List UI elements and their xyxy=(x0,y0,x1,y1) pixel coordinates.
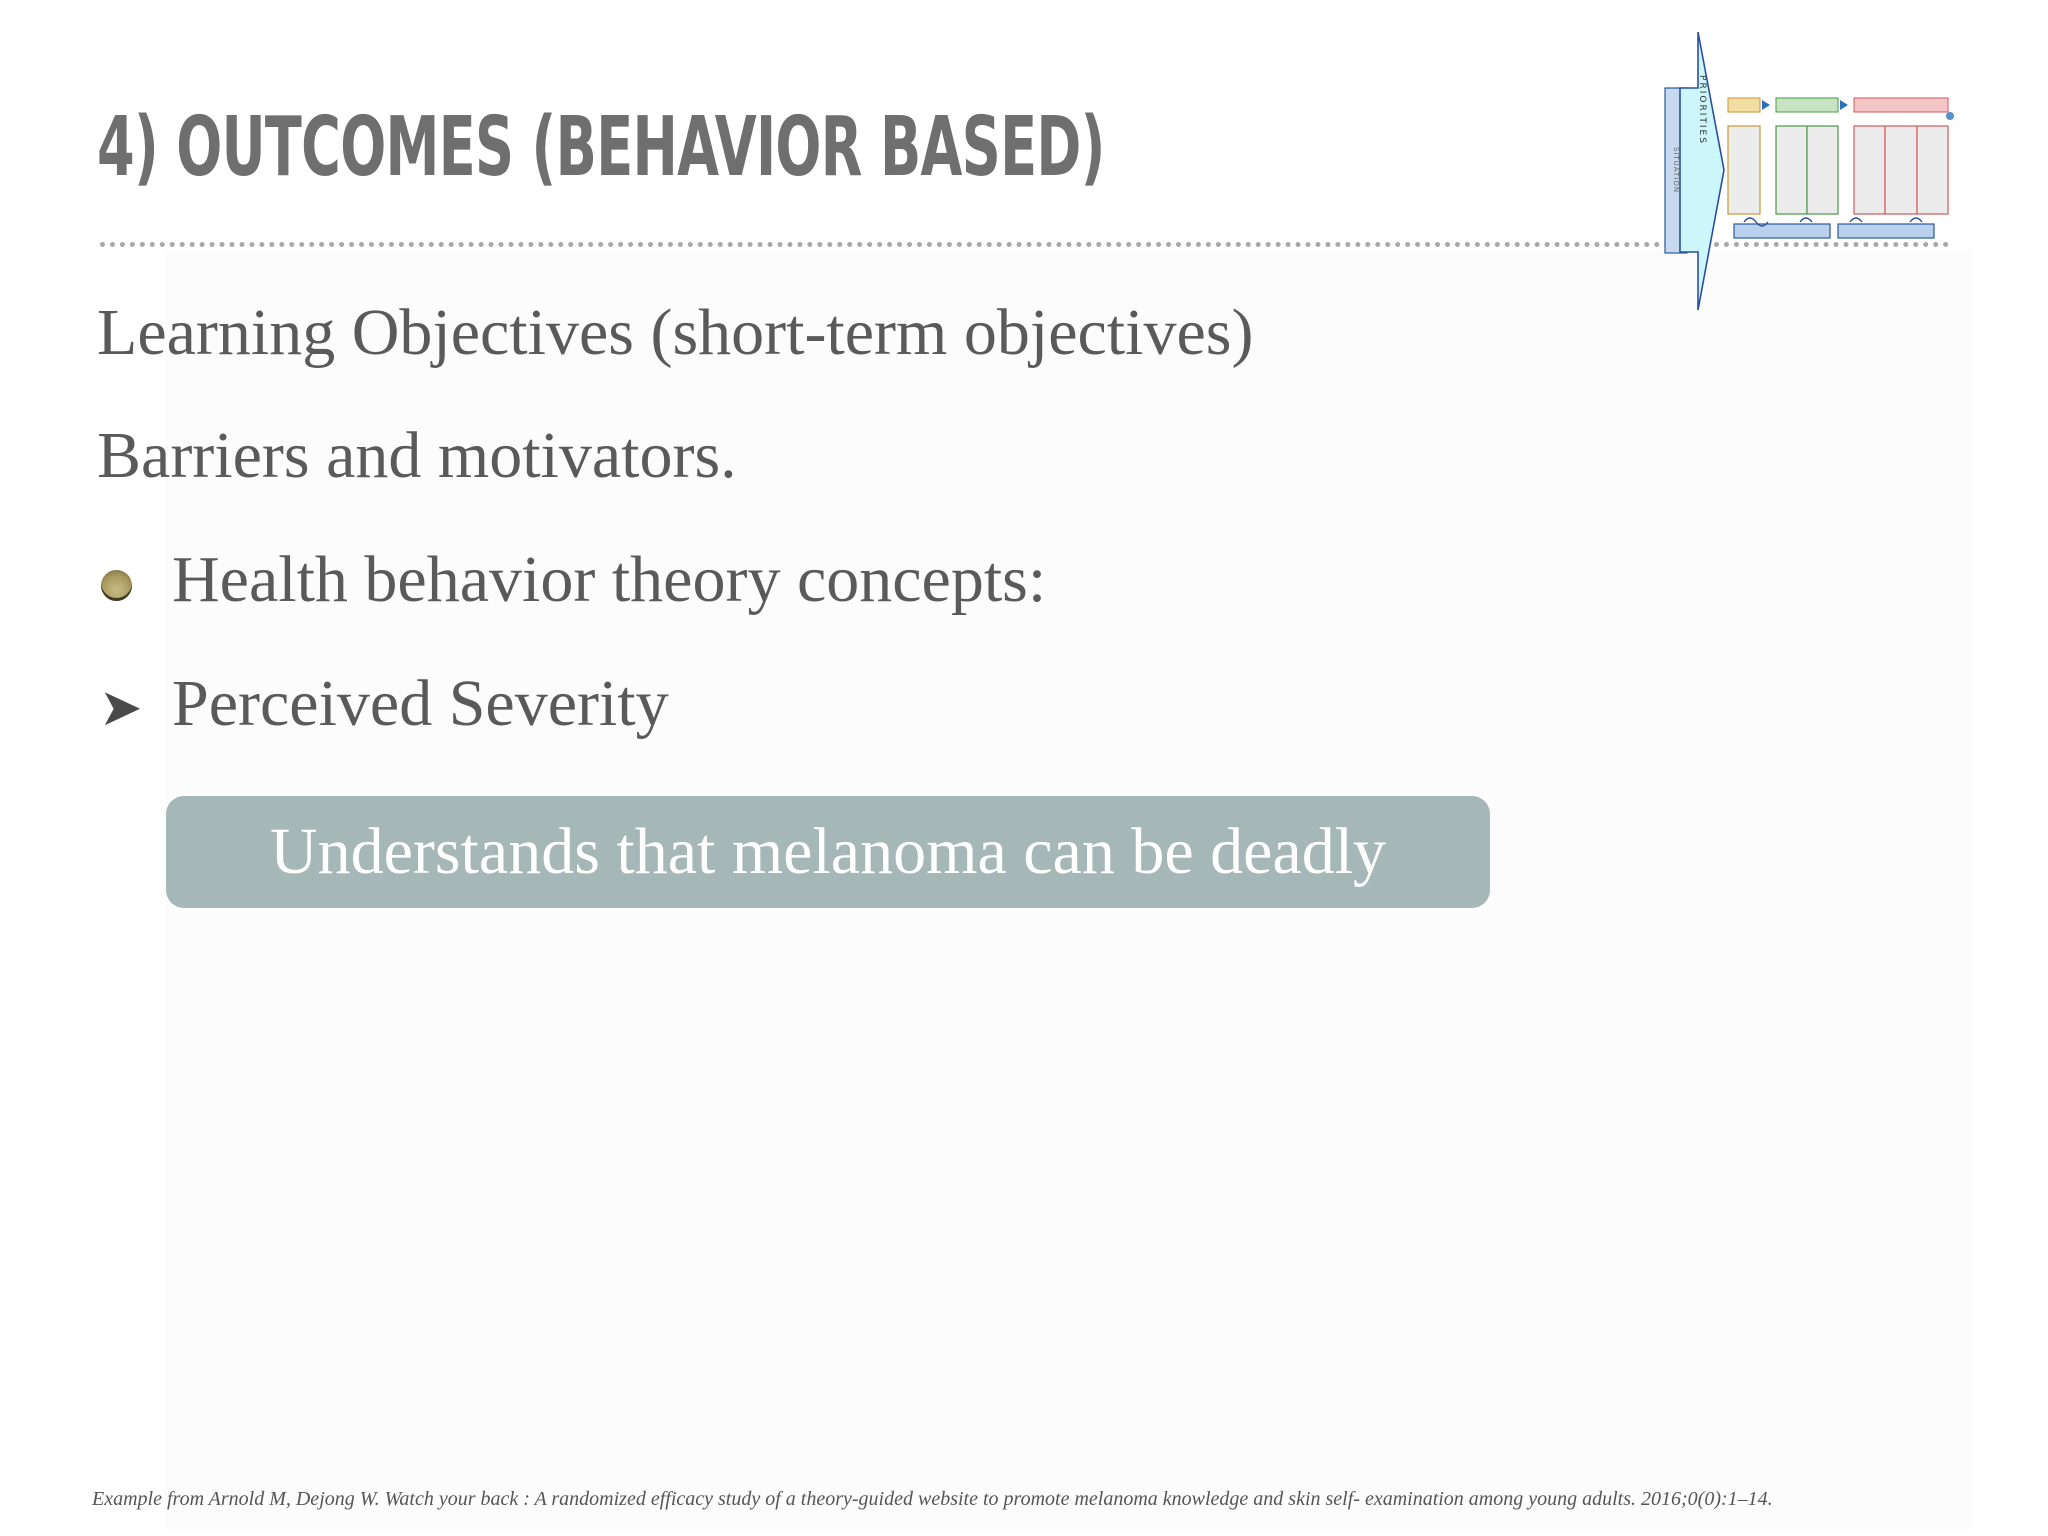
outputs-header xyxy=(1776,98,1838,112)
learning-objectives-text: Learning Objectives (short-term objectives) xyxy=(97,296,1254,369)
barriers-motivators-text: Barriers and motivators. xyxy=(97,419,737,492)
bullet-text: Perceived Severity xyxy=(172,667,669,740)
citation-footer: Example from Arnold M, Dejong W. Watch your back : A randomized efficacy study of a theory-guided website to promote melanoma knowledge and skin self- examination among young adults. 2016;0(0):1–14. xyxy=(92,1488,1773,1510)
outcomes-column-3 xyxy=(1917,126,1948,214)
callout-text: Understands that melanoma can be deadly xyxy=(269,815,1387,888)
assumptions-bar xyxy=(1734,224,1830,238)
outputs-column-2 xyxy=(1807,126,1838,214)
inputs-column xyxy=(1728,126,1760,214)
external-factors-bar xyxy=(1838,224,1934,238)
outcomes-column-1 xyxy=(1854,126,1885,214)
inputs-header xyxy=(1728,98,1760,112)
priorities-label: PRIORITIES xyxy=(1697,75,1707,145)
priorities-arrow xyxy=(1680,32,1724,310)
round-bullet-icon xyxy=(101,570,132,601)
outcomes-marker-icon xyxy=(1946,112,1954,120)
arrow-bullet-icon: ➤ xyxy=(99,678,143,738)
logic-model-diagram xyxy=(1660,30,1960,315)
outcomes-header xyxy=(1854,98,1948,112)
bullet-text: Health behavior theory concepts: xyxy=(172,543,1047,616)
slide-title: 4) OUTCOMES (BEHAVIOR BASED) xyxy=(97,100,1105,195)
inputs-arrow-icon xyxy=(1762,100,1770,110)
outcomes-column-2 xyxy=(1885,126,1917,214)
outputs-column-1 xyxy=(1776,126,1807,214)
situation-label: SITUATION xyxy=(1672,146,1680,194)
outputs-arrow-icon xyxy=(1840,100,1848,110)
callout-box xyxy=(166,796,1490,908)
